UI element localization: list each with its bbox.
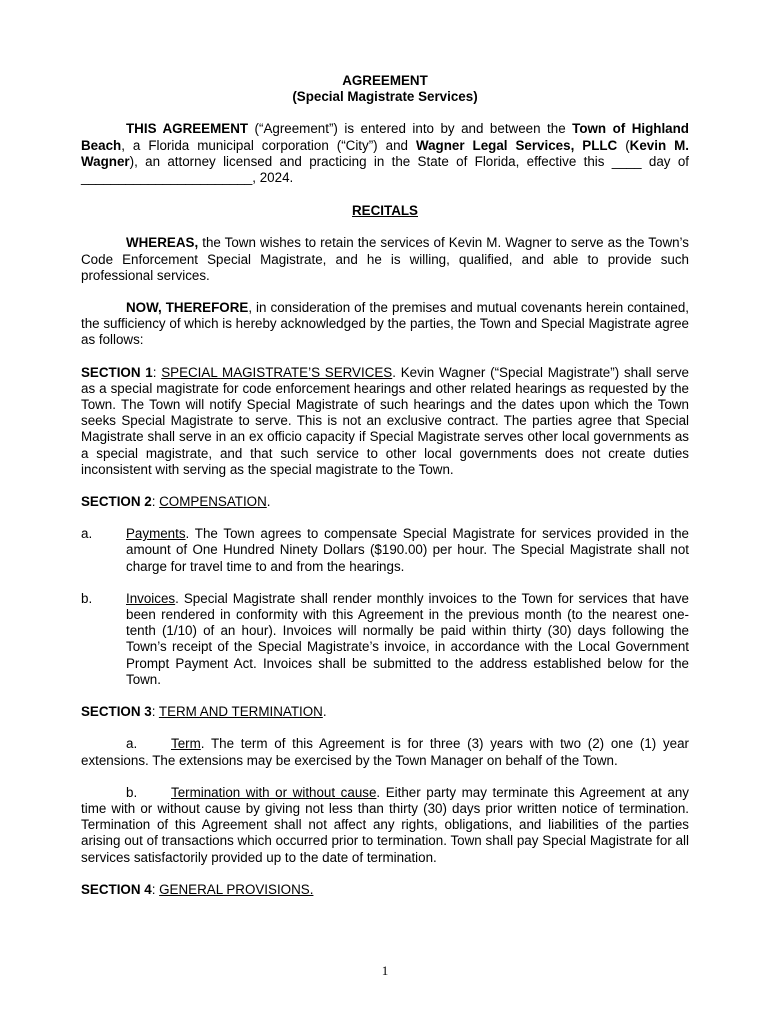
section-2-item-a-text: . The Town agrees to compensate Special Magistrate for services provided in the amount of One Hundred Ninety Dollars ($190.00) per hour. The Special Magistrate shall not charge for travel time to and from the hearings. <box>126 526 689 574</box>
whereas-lead: WHEREAS, <box>126 235 199 251</box>
section-2-item-b-body <box>126 591 689 688</box>
section-3-sep: : <box>151 704 159 720</box>
section-3-item-b-text: . Either party may terminate this Agreement at any time with or without cause by giving not less than thirty (30) days prior written notice of termination. Termination of this Agreement shall not affect any rights, obligations, and liabilities of the parties arising out of transactions which occurred prior to termination. Town shall pay Special Magistrate for all services satisfactorily provided up to the date of termination. <box>81 784 689 865</box>
section-3-item-b <box>81 785 689 866</box>
section-1-sep: : <box>152 364 162 380</box>
intro-text-3: ( <box>617 137 630 153</box>
section-1 <box>81 365 689 478</box>
section-2-item-a <box>81 526 689 575</box>
document-subtitle: (Special Magistrate Services) <box>292 89 478 105</box>
section-2-item-b-letter: b. <box>81 590 93 606</box>
intro-firm: Wagner Legal Services, PLLC <box>415 137 618 153</box>
intro-town: Town of Highland Beach <box>81 121 689 153</box>
section-2-item-a-title: Payments <box>126 526 186 542</box>
document-title: AGREEMENT <box>342 73 428 88</box>
recitals-heading: RECITALS <box>352 203 418 219</box>
section-4-label: SECTION 4 <box>81 881 152 897</box>
section-2-label: SECTION 2 <box>81 494 152 510</box>
now-therefore-paragraph <box>81 300 689 349</box>
section-4-title: GENERAL PROVISIONS. <box>159 881 314 897</box>
now-therefore-text: , in consideration of the premises and mutual covenants herein contained, the sufficiency of which is hereby acknowledged by the parties, the Town and Special Magistrate agree as follows: <box>81 300 689 348</box>
section-3-item-a-letter: a. <box>126 736 138 752</box>
section-3-heading <box>81 704 689 720</box>
intro-text-2: , a Florida municipal corporation (“City”) and <box>121 137 416 153</box>
section-2-item-b-text: . Special Magistrate shall render monthly invoices to the Town for services that have been rendered in conformity with this Agreement in the previous month (to the nearest one-tenth (1/10) of an hour). Invoices will normally be paid within thirty (30) days following the Town’s receipt of the Special Magistrate’s invoice, in accordance with the Local Government Prompt Payment Act. Invoices shall be submitted to the address established below for the Town. <box>126 590 689 687</box>
section-1-label: SECTION 1 <box>81 364 153 380</box>
whereas-text: the Town wishes to retain the services of Kevin M. Wagner to serve as the Town’s Code Enforcement Special Magistrate, and he is willing, qualified, and able to provide such professional services. <box>81 235 689 283</box>
section-3-label: SECTION 3 <box>81 704 152 720</box>
section-1-text: . Kevin Wagner (“Special Magistrate”) shall serve as a special magistrate for code enforcement hearings and other related hearings as requested by the Town. The Town will notify Special Magistrate of such hearings and the dates upon which the Town seeks Special Magistrate to serve. This is not an exclusive contract. The parties agree that Special Magistrate shall serve in an ex officio capacity if Special Magistrate serves other local governments as a special magistrate, and that such service to other local governments does not create duties inconsistent with serving as the special magistrate to the Town. <box>81 364 689 477</box>
intro-text-4: ), an attorney licensed and practicing in the State of Florida, effective this ____ day of _______________________, 2024. <box>81 153 689 186</box>
section-3-item-a-title: Term <box>171 736 201 752</box>
section-2-item-a-body <box>126 526 689 575</box>
section-2-end: . <box>266 494 271 510</box>
intro-lead: THIS AGREEMENT <box>126 121 249 137</box>
section-3-end: . <box>322 704 327 720</box>
intro-person: Kevin M. Wagner <box>81 137 689 169</box>
section-2-item-b <box>81 591 689 688</box>
whereas-paragraph <box>81 235 689 284</box>
section-3-item-b-letter: b. <box>126 784 138 800</box>
intro-text-1: (“Agreement”) is entered into by and between the <box>248 121 573 137</box>
section-2-heading <box>81 494 689 510</box>
section-1-title: SPECIAL MAGISTRATE’S SERVICES <box>161 364 393 380</box>
section-2-title: COMPENSATION <box>159 494 267 510</box>
section-3-item-b-title: Termination with or without cause <box>171 784 377 800</box>
intro-paragraph <box>81 121 689 186</box>
now-therefore-lead: NOW, THEREFORE <box>126 300 249 316</box>
section-2-sep: : <box>151 494 160 510</box>
section-4-heading <box>81 882 689 898</box>
section-2-item-a-letter: a. <box>81 526 93 542</box>
section-4-sep: : <box>151 881 160 897</box>
section-3-item-a-text: . The term of this Agreement is for three (3) years with two (2) one (1) year extensions. The extensions may be exercised by the Town Manager on behalf of the Town. <box>81 736 689 768</box>
section-2-item-b-title: Invoices <box>126 590 176 606</box>
section-3-item-a <box>81 736 689 768</box>
page-number: 1 <box>381 963 389 978</box>
document-page <box>81 73 689 898</box>
section-3-title: TERM AND TERMINATION <box>158 704 323 720</box>
